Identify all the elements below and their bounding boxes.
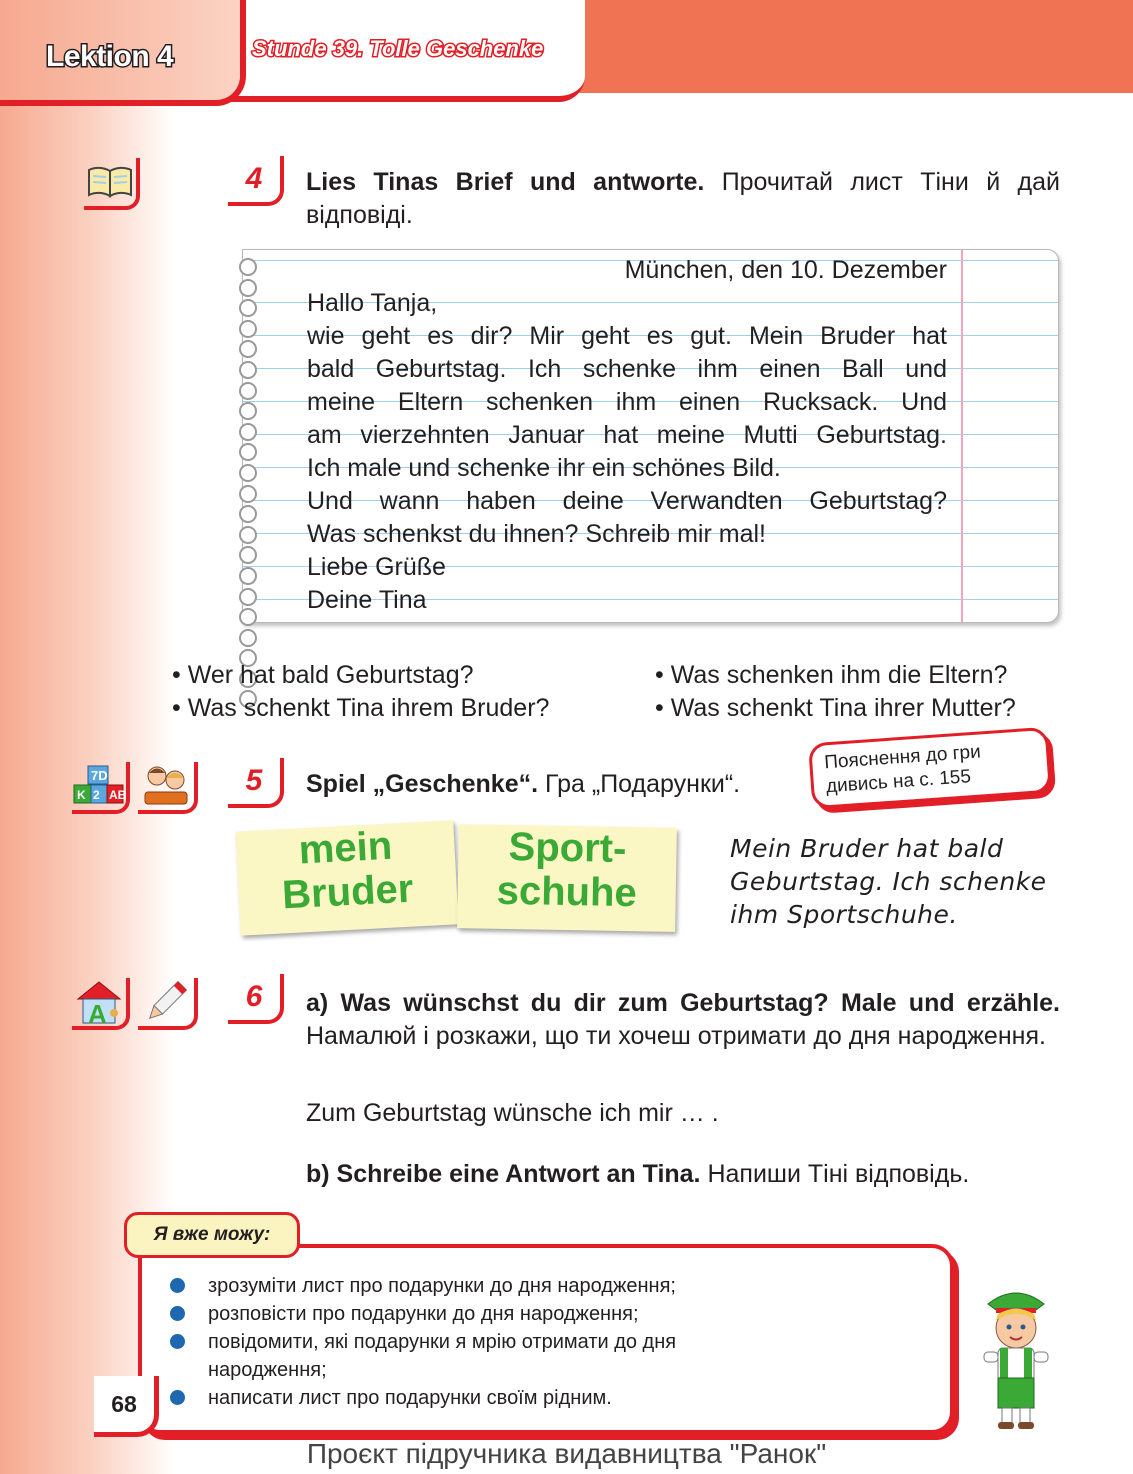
task6a-instruction: Намалюй і розкажи, що ти хочеш отримати до дня народження. <box>306 1022 1046 1050</box>
letter-line: Ich male und schenke ihr ein schönes Bild. <box>307 454 781 482</box>
svg-text:7D: 7D <box>91 768 108 783</box>
letter-text <box>307 254 947 617</box>
task6b-title: b) Schreibe eine Antwort an Tina. <box>306 1160 701 1188</box>
letter-line: Und wann haben deine Verwandten Geburtstag? <box>307 487 947 515</box>
word-card-sportschuhe <box>457 824 677 932</box>
notebook-rings <box>239 258 259 618</box>
task6b-instruction: Напиши Тіні відповідь. <box>707 1160 970 1188</box>
letter-line: Was schenkst du ihnen? Schreib mir mal! <box>307 520 766 548</box>
card-word: schuhe <box>496 868 638 916</box>
footer-publisher: Проєкт підручника видавництва "Ранок" <box>306 1438 827 1469</box>
letter-paper <box>242 249 1059 623</box>
letter-line: Liebe Grüße <box>307 553 446 581</box>
pencil-icon <box>138 978 198 1030</box>
skill-item: зрозуміти лист про подарунки до дня народження; <box>170 1272 950 1300</box>
skill-item: розповісти про подарунки до дня народження; <box>170 1300 950 1328</box>
letter-line: wie geht es dir? Mir geht es gut. Mein Bruder hat <box>307 322 947 350</box>
lesson-title: Stunde 39. Tolle Geschenke <box>252 36 544 61</box>
task6b-heading <box>306 1158 1060 1191</box>
task5-instruction: Гра „Подарунки“. <box>545 770 741 798</box>
skills-label: Я вже можу: <box>124 1212 300 1258</box>
letter-date: München, den 10. Dezember <box>624 256 947 284</box>
house-letter-a-icon <box>72 978 130 1030</box>
example-line: Geburtstag. Ich schenke <box>730 867 1047 896</box>
margin-line <box>961 250 963 622</box>
page-number: 68 <box>94 1376 159 1437</box>
letter-line: Hallo Tanja, <box>307 289 438 317</box>
task-number-5: 5 <box>228 758 284 808</box>
task4-instruction: Прочитай лист Тіни й дай відповіді. <box>306 168 1060 229</box>
letter-line: bald Geburtstag. Ich schenke ihm einen Ball und <box>307 355 947 383</box>
card-word: mein <box>297 823 394 873</box>
lektion-title: Lektion 4 <box>46 40 174 73</box>
example-sentence <box>730 832 1047 931</box>
svg-text:K: K <box>77 788 86 802</box>
task4-title: Lies Tinas Brief und antworte. <box>306 168 705 196</box>
task5-title: Spiel „Geschenke“. <box>306 770 539 798</box>
game-explanation-note: Пояснення до гри дивись на с. 155 <box>808 727 1052 810</box>
card-word: Bruder <box>281 866 415 918</box>
header-band <box>570 0 1133 93</box>
letter-line: meine Eltern schenken ihm einen Rucksack. Und <box>307 388 947 416</box>
task-number-4: 4 <box>228 156 284 206</box>
question: • Was schenken ihm die Eltern? <box>655 661 1008 689</box>
svg-text:AB: AB <box>109 788 127 802</box>
questions-right <box>655 659 1016 725</box>
question: • Was schenkt Tina ihrem Bruder? <box>172 694 550 722</box>
task-number-6: 6 <box>228 974 284 1024</box>
skills-box <box>138 1244 954 1434</box>
open-book-icon <box>84 158 140 210</box>
card-word: Sport- <box>508 824 627 872</box>
task4-heading <box>306 166 1060 232</box>
svg-text:A: A <box>88 999 107 1029</box>
letter-line: Deine Tina <box>307 586 427 614</box>
question: • Wer hat bald Geburtstag? <box>172 661 474 689</box>
task5-heading <box>306 768 740 801</box>
word-card-mein-bruder <box>235 820 458 935</box>
letter-blocks-icon <box>72 762 130 814</box>
children-playing-icon <box>138 762 198 814</box>
skill-item: повідомити, які подарунки я мрію отримати до дня народження; <box>170 1328 768 1384</box>
task6-prompt: Zum Geburtstag wünsche ich mir … . <box>306 1099 719 1127</box>
example-line: ihm Sportschuhe. <box>730 900 958 929</box>
boy-character-illustration <box>966 1282 1066 1432</box>
task6a-title: a) Was wünschst du dir zum Geburtstag? Male und erzähle. <box>306 989 1060 1017</box>
letter-line: am vierzehnten Januar hat meine Mutti Geburtstag. <box>307 421 947 449</box>
example-line: Mein Bruder hat bald <box>730 834 1004 863</box>
task6a-heading <box>306 987 1060 1053</box>
question: • Was schenkt Tina ihrer Mutter? <box>655 694 1016 722</box>
skill-item: написати лист про подарунки своїм рідним. <box>170 1384 950 1412</box>
questions-left <box>172 659 549 725</box>
svg-text:2: 2 <box>93 788 100 802</box>
